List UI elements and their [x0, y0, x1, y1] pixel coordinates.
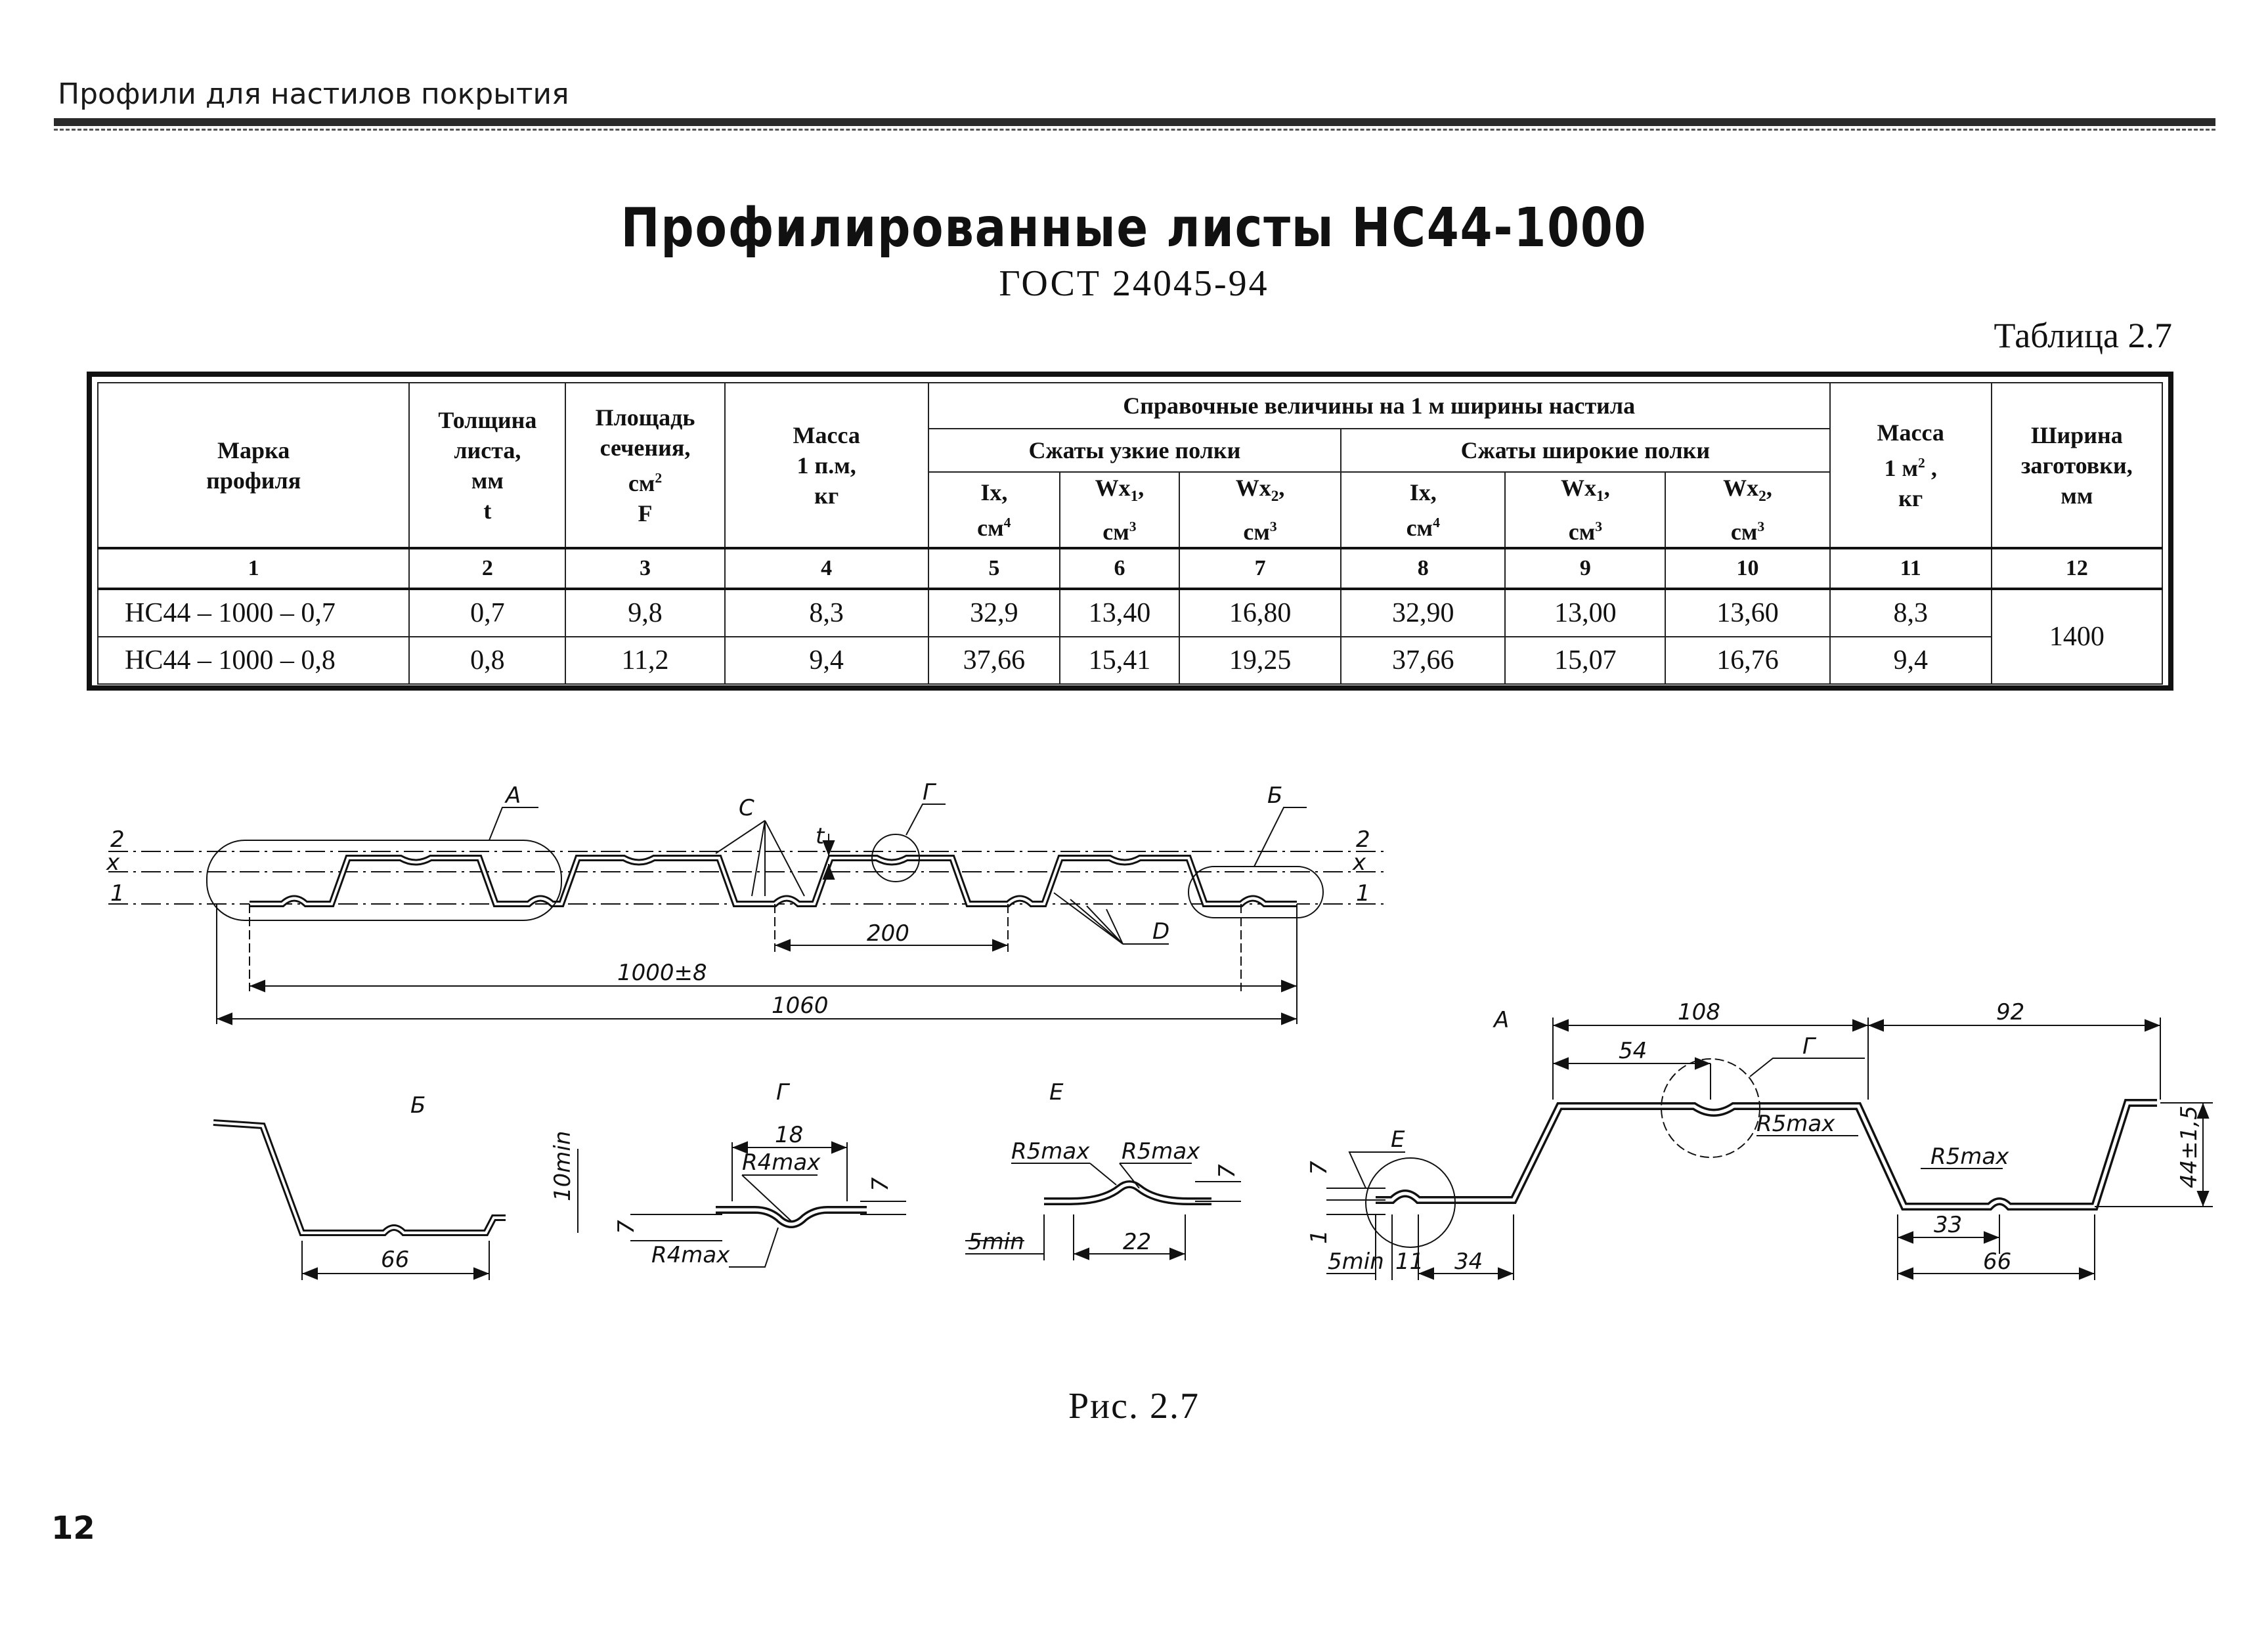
table-label: Таблица 2.7	[1994, 316, 2172, 355]
detail-a-dim-92: 92	[1996, 999, 2025, 1025]
detail-b-dim-10min: 10min	[550, 1130, 576, 1201]
leader-d2	[1070, 899, 1123, 944]
detail-b-label: Б	[410, 1092, 426, 1119]
cell-ix-wide: 32,90	[1341, 589, 1505, 637]
col-num: 10	[1665, 548, 1829, 589]
cell-wx1-narrow: 15,41	[1060, 637, 1179, 684]
leader-b	[1254, 807, 1307, 867]
profile-drawing	[0, 755, 2268, 1346]
spec-table-frame	[87, 372, 2173, 691]
detail-a-label: А	[1494, 1007, 1510, 1033]
table-row	[98, 589, 2162, 637]
detail-a-callout-e: Е	[1391, 1126, 1405, 1153]
cell-wx2-wide: 16,76	[1665, 637, 1829, 684]
detail-a-dim-54: 54	[1619, 1038, 1647, 1064]
col-header-wx2-narrow: $Wx_2$, $см^3$	[1179, 472, 1341, 548]
spec-table	[97, 382, 2163, 685]
leader-d3	[1087, 906, 1123, 944]
col-header-narrow-group: Сжаты узкие полки	[928, 429, 1341, 472]
cell-mass-m2: 8,3	[1830, 589, 1992, 637]
detail-g-r4max-bottom: R4max	[651, 1242, 730, 1268]
detail-a-dim-108: 108	[1678, 999, 1720, 1025]
header-rule-dashed	[54, 129, 2215, 133]
page-title: Профилированные листы НС44-1000	[621, 197, 1647, 259]
col-num: 3	[565, 548, 724, 589]
label-t: t	[816, 823, 825, 849]
col-header-reference-group: Справочные величины на 1 м ширины настила	[928, 383, 1830, 429]
leader-c4	[765, 821, 804, 896]
leader-c1	[716, 821, 765, 853]
cell-wx2-narrow: 16,80	[1179, 589, 1341, 637]
standard-code: ГОСТ 24045-94	[999, 263, 1269, 304]
detail-g-dim-7a: 7	[613, 1220, 640, 1234]
col-header-wx1-wide: $Wx_1$, $см^3$	[1505, 472, 1665, 548]
label-dim-200: 200	[867, 920, 909, 947]
detail-a-dim-11: 11	[1395, 1249, 1424, 1275]
label-dim-1000: 1000±8	[617, 960, 707, 986]
leader-a	[489, 807, 538, 840]
detail-a-dim-5min: 5min	[1328, 1249, 1384, 1275]
detail-a-dim-33: 33	[1934, 1212, 1963, 1238]
leader-d4	[1106, 909, 1123, 944]
cell-ix-narrow: 32,9	[928, 589, 1060, 637]
label-callout-c: С	[739, 795, 754, 821]
col-num: 5	[928, 548, 1060, 589]
detail-a	[1326, 1018, 2213, 1280]
col-num: 6	[1060, 548, 1179, 589]
detail-a-r5max-b: R5max	[1930, 1144, 2009, 1170]
callout-a-outline	[207, 840, 561, 920]
cell-ix-narrow: 37,66	[928, 637, 1060, 684]
detail-a-dim-66: 66	[1983, 1249, 2012, 1275]
col-num: 1	[98, 548, 409, 589]
col-header-mass: Масса 1 п.м, кг	[725, 383, 928, 548]
detail-g-dim-7b: 7	[867, 1177, 894, 1191]
col-num: 8	[1341, 548, 1505, 589]
cell-mark: НС44 – 1000 – 0,7	[98, 589, 409, 637]
cell-blank-width: 1400	[1992, 589, 2162, 684]
label-dim-1060: 1060	[772, 993, 829, 1019]
col-header-ix-wide: Ix, $см^4$	[1341, 472, 1505, 548]
leader-g	[906, 804, 946, 835]
detail-e-dim-7: 7	[1214, 1164, 1240, 1178]
detail-a-dim-34: 34	[1454, 1249, 1483, 1275]
cell-thickness: 0,7	[409, 589, 565, 637]
col-header-mark: Марка профиля	[98, 383, 409, 548]
label-callout-b: Б	[1267, 783, 1283, 809]
cell-mass: 9,4	[725, 637, 928, 684]
page-number: 12	[51, 1510, 95, 1547]
label-axis-2-right: 2	[1356, 826, 1370, 853]
header-rule	[54, 118, 2215, 126]
cell-mass-m2: 9,4	[1830, 637, 1992, 684]
col-header-area: Площадь сечения, $см^2$ F	[565, 383, 724, 548]
label-axis-x-left: x	[106, 849, 120, 876]
col-header-ix-narrow: Ix, $см^4$	[928, 472, 1060, 548]
cell-wx2-wide: 13,60	[1665, 589, 1829, 637]
col-num: 11	[1830, 548, 1992, 589]
profile-outline	[250, 858, 1297, 904]
detail-e-r5max-b: R5max	[1122, 1138, 1200, 1165]
main-section	[108, 804, 1385, 1024]
col-header-blank-width: Ширина заготовки, мм	[1992, 383, 2162, 548]
column-numbers-row	[98, 548, 2162, 589]
cell-wx1-narrow: 13,40	[1060, 589, 1179, 637]
cell-mass: 8,3	[725, 589, 928, 637]
cell-ix-wide: 37,66	[1341, 637, 1505, 684]
col-header-wide-group: Сжаты широкие полки	[1341, 429, 1829, 472]
detail-e-dim-5min: 5min	[968, 1229, 1024, 1255]
detail-a-dim-7: 7	[1306, 1161, 1332, 1175]
col-num: 9	[1505, 548, 1665, 589]
label-callout-a: А	[506, 783, 521, 809]
detail-a-callout-g: Г	[1802, 1033, 1815, 1060]
detail-e-dim-22: 22	[1123, 1229, 1152, 1255]
leader-d1	[1054, 893, 1123, 944]
col-num: 4	[725, 548, 928, 589]
col-num: 7	[1179, 548, 1341, 589]
figure-caption: Рис. 2.7	[1068, 1386, 1200, 1426]
cell-wx2-narrow: 19,25	[1179, 637, 1341, 684]
cell-wx1-wide: 15,07	[1505, 637, 1665, 684]
label-callout-d: D	[1152, 918, 1170, 945]
col-header-wx2-wide: $Wx_2$, $см^3$	[1665, 472, 1829, 548]
col-header-mass-m2: Масса 1 $м^2$ , кг	[1830, 383, 1992, 548]
label-axis-2-left: 2	[110, 826, 125, 853]
table-row	[98, 637, 2162, 684]
detail-a-r5max-a: R5max	[1756, 1111, 1835, 1137]
label-axis-1-left: 1	[110, 880, 125, 907]
label-callout-g: Г	[923, 779, 935, 805]
detail-g-r4max-top: R4max	[742, 1149, 821, 1176]
detail-e-label: Е	[1049, 1079, 1064, 1105]
cell-area: 9,8	[565, 589, 724, 637]
col-header-thickness: Толщина листа, мм t	[409, 383, 565, 548]
detail-a-dim-1: 1	[1306, 1230, 1332, 1244]
callout-b-outline	[1189, 867, 1323, 918]
leader-c2	[752, 821, 765, 896]
label-axis-x-right: x	[1353, 849, 1366, 876]
col-num: 2	[409, 548, 565, 589]
detail-e-r5max-a: R5max	[1011, 1138, 1090, 1165]
running-head: Профили для настилов покрытия	[58, 77, 569, 111]
detail-a-dim-44: 44±1,5	[2176, 1105, 2202, 1188]
detail-g-label: Г	[776, 1079, 789, 1105]
detail-g-dim-18: 18	[775, 1122, 804, 1148]
col-num: 12	[1992, 548, 2162, 589]
detail-b-dim-66: 66	[381, 1247, 410, 1273]
label-axis-1-right: 1	[1356, 880, 1370, 907]
cell-thickness: 0,8	[409, 637, 565, 684]
col-header-wx1-narrow: $Wx_1$, $см^3$	[1060, 472, 1179, 548]
profile-outline-inner	[250, 858, 1297, 904]
cell-area: 11,2	[565, 637, 724, 684]
cell-mark: НС44 – 1000 – 0,8	[98, 637, 409, 684]
cell-wx1-wide: 13,00	[1505, 589, 1665, 637]
